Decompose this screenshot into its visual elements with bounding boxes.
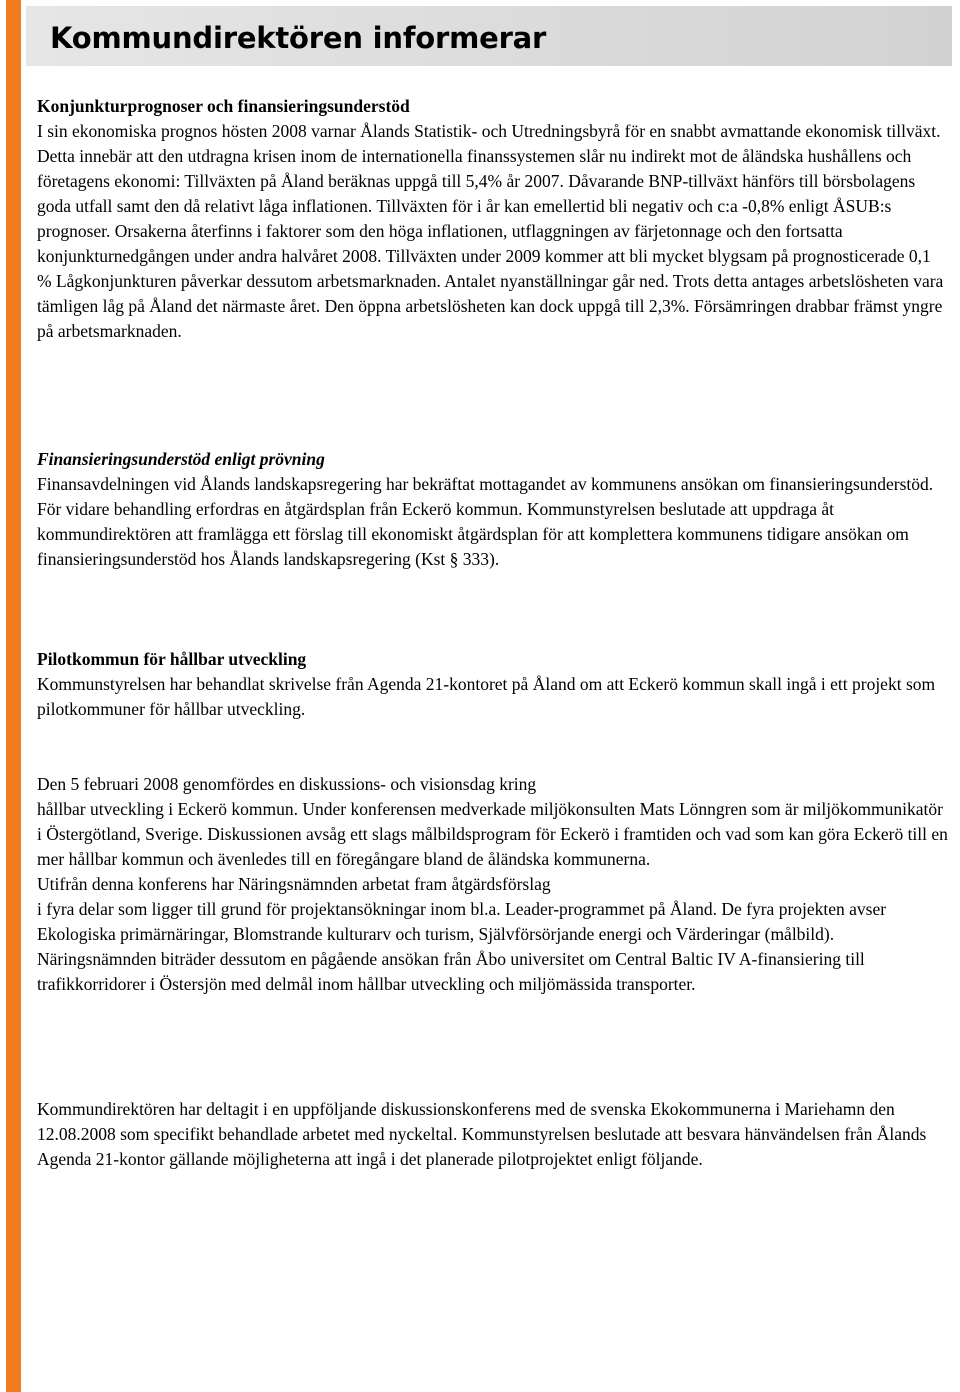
section-finansieringsunderstod <box>37 447 949 572</box>
section-ekokommunerna <box>37 1097 949 1172</box>
section-heading: Finansieringsunderstöd enligt prövning <box>37 449 325 469</box>
section-heading: Konjunkturprognoser och finansieringsunderstöd <box>37 96 410 116</box>
section-paragraph: Kommundirektören har deltagit i en uppföljande diskussionskonferens med de svenska Ekokommunerna i Mariehamn den 12.08.2008 som specifikt behandlade arbetet med nyckeltal. Kommunstyrelsen beslutade att besvara hänvändelsen från Ålands Agenda 21-kontor gällande möjligheterna att ingå i det planerade pilotprojektet enligt följande. <box>37 1099 927 1169</box>
section-paragraph: I sin ekonomiska prognos hösten 2008 varnar Ålands Statistik- och Utredningsbyrå för en snabbt avmattande ekonomisk tillväxt. Detta innebär att den utdragna krisen inom de internationella finanssystemen slår nu indirekt mot de åländska hushållens och företagens ekonomi: Tillväxten på Åland beräknas uppgå till 5,4% år 2007. Dåvarande BNP-tillväxt hänförs till börsbolagens goda utfall samt den då relativt låga inflationen. Tillväxten för i år kan emellertid bli negativ och c:a -0,8% enligt ÅSUB:s prognoser. Orsakerna återfinns i faktorer som den höga inflationen, utflaggningen av färjetonnage och den fortsatta konjunkturnedgången under andra halvåret 2008. Tillväxten under 2009 kommer att bli mycket blygsam på prognosticerade 0,1 % Lågkonjunkturen påverkar dessutom arbetsmarknaden. Antalet nyanställningar går ned. Trots detta antages arbetslösheten vara tämligen låg på Åland det närmaste året. Den öppna arbetslösheten kan dock uppgå till 2,3%. Försämringen drabbar främst yngre på arbetsmarknaden. <box>37 121 944 341</box>
section-visionsdag <box>37 772 949 997</box>
section-pilotkommun <box>37 647 949 722</box>
section-konjunkturprognoser <box>37 94 949 344</box>
orange-side-bar <box>6 0 21 1392</box>
section-paragraph: Utifrån denna konferens har Näringsnämnden arbetat fram åtgärdsförslag <box>37 874 551 894</box>
section-paragraph: Finansavdelningen vid Ålands landskapsregering har bekräftat mottagandet av kommunens ansökan om finansieringsunderstöd. För vidare behandling erfordras en åtgärdsplan från Eckerö kommun. Kommunstyrelsen beslutade att uppdraga åt kommundirektören att framlägga ett förslag till ekonomiskt åtgärdsplan för att komplettera kommunens tidigare ansökan om finansieringsunderstöd hos Ålands landskapsregering (Kst § 333). <box>37 474 934 569</box>
section-paragraph: i fyra delar som ligger till grund för projektansökningar inom bl.a. Leader-programmet på Åland. De fyra projekten avser Ekologiska primärnäringar, Blomstrande kulturarv och turism, Självförsörjande energi och Värderingar (målbild). Näringsnämnden biträder dessutom en pågående ansökan från Åbo universitet om Central Baltic IV A-finansiering till trafikkorridorer i Östersjön med delmål inom hållbar utveckling och miljömässida transporter. <box>37 899 887 994</box>
section-paragraph: Kommunstyrelsen har behandlat skrivelse från Agenda 21-kontoret på Åland om att Eckerö kommun skall ingå i ett projekt som pilotkommuner för hållbar utveckling. <box>37 674 936 719</box>
section-paragraph: hållbar utveckling i Eckerö kommun. Under konferensen medverkade miljökonsulten Mats Lönngren som är miljökommunikatör i Östergötland, Sverige. Diskussionen avsåg ett slags målbildsprogram för Eckerö i framtiden och vad som kan göra Eckerö till en mer hållbar kommun och ävenledes till en föregångare bland de åländska kommunerna. <box>37 799 948 869</box>
section-heading: Pilotkommun för hållbar utveckling <box>37 649 307 669</box>
page-title: Kommundirektören informerar <box>50 21 547 55</box>
section-paragraph: Den 5 februari 2008 genomfördes en diskussions- och visionsdag kring <box>37 774 537 794</box>
